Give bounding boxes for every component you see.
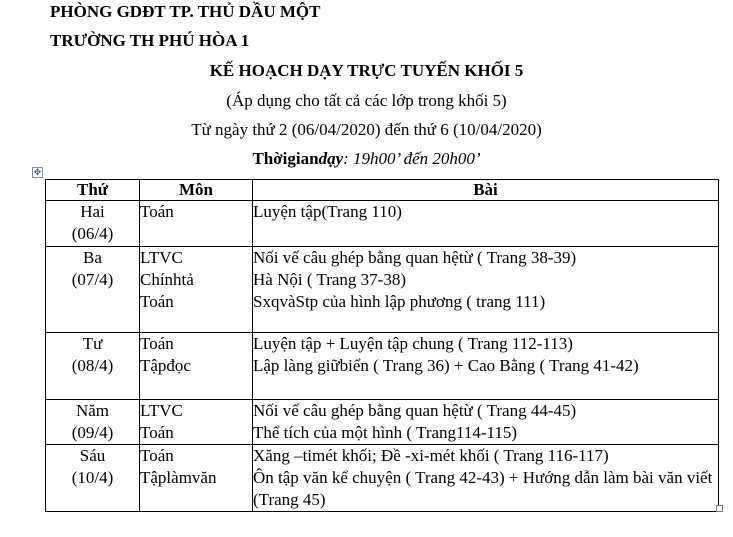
apply-note: (Áp dụng cho tất cả các lớp trong khối 5): [226, 91, 507, 110]
lesson-cell: [253, 201, 719, 247]
table-move-handle-icon[interactable]: ✥: [33, 167, 42, 177]
table-resize-handle[interactable]: [716, 505, 723, 512]
day-cell-line: Sáu: [79, 446, 106, 465]
schedule-table: [45, 179, 719, 512]
day-cell: [46, 400, 140, 445]
lesson-cell: [253, 333, 719, 400]
subject-cell-line: Toán: [140, 292, 174, 311]
subject-cell-line: Chínhtả: [140, 270, 194, 289]
subject-cell: [140, 201, 253, 247]
table-row: [46, 201, 719, 247]
day-cell: [46, 445, 140, 512]
subject-cell: [140, 333, 253, 400]
day-cell: [46, 247, 140, 333]
school-name: TRƯỜNG TH PHÚ HÒA 1: [50, 31, 250, 50]
subject-cell: [140, 247, 253, 333]
subject-cell-line: Toán: [140, 334, 174, 353]
lesson-cell: [253, 247, 719, 333]
subject-cell-line: LTVC: [140, 248, 183, 267]
lesson-cell-line: Thể tích của một hình ( Trang114-115): [253, 423, 518, 442]
lesson-cell-line: Nối vế câu ghép bằng quan hệtừ ( Trang 38-39): [253, 248, 577, 267]
lesson-cell-line: Lập làng giữbiển ( Trang 36) + Cao Bằng ( Trang 41-42): [253, 356, 639, 375]
column-header-day: Thứ: [46, 180, 140, 201]
day-cell-line: Tư: [82, 334, 103, 353]
table-row: [46, 333, 719, 400]
lesson-cell-line: SxqvàStp của hình lập phương ( trang 111): [253, 292, 546, 311]
subject-cell-line: LTVC: [140, 401, 183, 420]
lesson-cell-line: Ôn tập văn kể chuyện ( Trang 42-43) + Hướng dẫn làm bài văn viết (Trang 45): [253, 468, 713, 509]
day-cell-line: (08/4): [71, 356, 114, 375]
day-cell: [46, 201, 140, 247]
time-line: [0, 149, 733, 169]
lesson-cell: [253, 445, 719, 512]
column-header-subject: Môn: [140, 180, 253, 201]
time-value: : 19h00’ đến 20h00’: [343, 149, 481, 168]
day-cell-line: (07/4): [71, 270, 114, 289]
lesson-cell-line: Luyện tập + Luyện tập chung ( Trang 112-113): [253, 334, 573, 353]
table-header-row: [46, 180, 719, 201]
lesson-cell-line: Xăng –timét khối; Đề -xi-mét khối ( Trang 116-117): [253, 446, 609, 465]
table-row: [46, 445, 719, 512]
subject-cell: [140, 400, 253, 445]
day-cell-line: (09/4): [71, 423, 114, 442]
lesson-cell-line: Luyện tập(Trang 110): [253, 202, 402, 221]
subject-cell-line: Tậpđọc: [140, 356, 191, 375]
table-row: [46, 247, 719, 333]
time-label-italic: dạy: [318, 149, 344, 168]
department-name: PHÒNG GDĐT TP. THỦ DẦU MỘT: [50, 2, 321, 21]
day-cell-line: Ba: [83, 248, 102, 267]
table-row: [46, 400, 719, 445]
time-label: Thờigian: [252, 149, 319, 168]
day-cell-line: (06/4): [71, 224, 114, 243]
subject-cell-line: Toán: [140, 202, 174, 221]
document-title: KẾ HOẠCH DẠY TRỰC TUYẾN KHỐI 5: [209, 61, 524, 80]
lesson-cell: [253, 400, 719, 445]
day-cell: [46, 333, 140, 400]
day-cell-line: Hai: [80, 202, 105, 221]
date-range: Từ ngày thứ 2 (06/04/2020) đến thứ 6 (10/04/2020): [191, 120, 542, 139]
lesson-cell-line: Hà Nội ( Trang 37-38): [253, 270, 406, 289]
day-cell-line: (10/4): [71, 468, 114, 487]
subject-cell: [140, 445, 253, 512]
subject-cell-line: Toán: [140, 423, 174, 442]
day-cell-line: Năm: [75, 401, 110, 420]
column-header-lesson: Bài: [253, 180, 719, 201]
subject-cell-line: Tậplàmvăn: [140, 468, 217, 487]
lesson-cell-line: Nối vế câu ghép bằng quan hệtừ ( Trang 44-45): [253, 401, 577, 420]
subject-cell-line: Toán: [140, 446, 174, 465]
